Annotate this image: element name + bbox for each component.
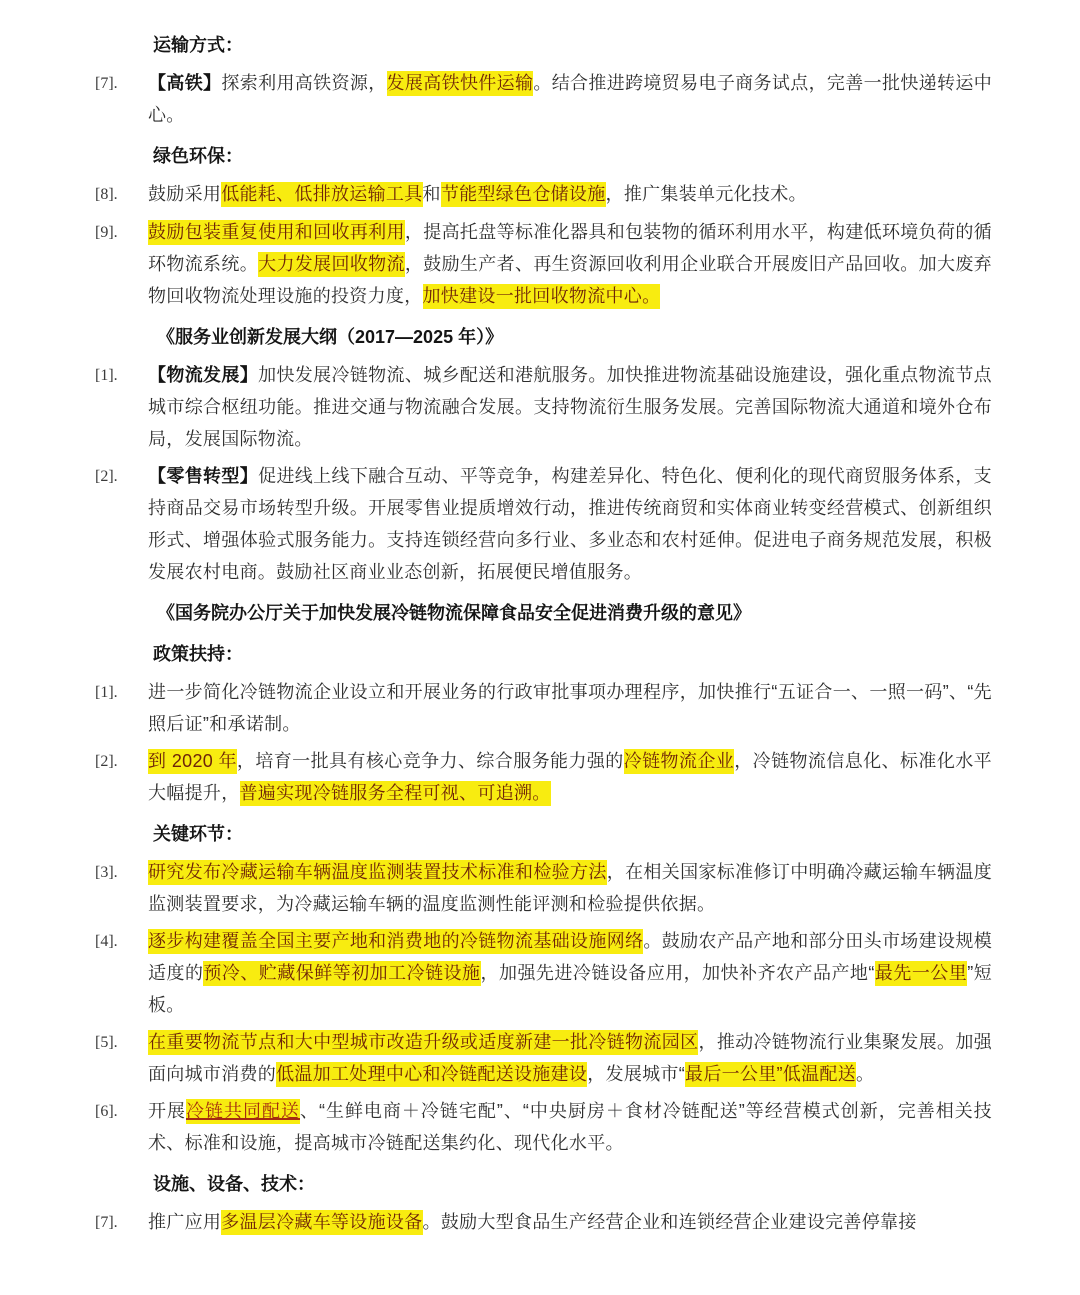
list-item bbox=[95, 216, 992, 312]
list-item bbox=[95, 359, 992, 455]
highlighted-text: 到 2020 年 bbox=[148, 749, 237, 774]
text-segment: 进一步简化冷链物流企业设立和开展业务的行政审批事项办理程序，加快推行“五证合一、一照一码”、“先照后证”和承诺制。 bbox=[148, 682, 992, 734]
highlighted-text: 节能型绿色仓储设施 bbox=[441, 182, 606, 207]
list-item bbox=[95, 676, 992, 740]
text-segment: 和 bbox=[422, 184, 441, 204]
item-text bbox=[148, 745, 992, 809]
highlighted-text: 低能耗、低排放运输工具 bbox=[221, 182, 422, 207]
document-title-service-industry-outline: 《服务业创新发展大纲（2017—2025 年）》 bbox=[157, 327, 504, 347]
text-segment: ，推广集装单元化技术。 bbox=[605, 184, 807, 204]
list-item bbox=[95, 67, 992, 131]
section-heading-facilities-equipment-technology: 设施、设备、技术： bbox=[153, 1174, 315, 1194]
item-text bbox=[148, 359, 992, 455]
item-text bbox=[148, 460, 992, 588]
highlighted-text: 大力发展回收物流 bbox=[258, 252, 405, 277]
item-text bbox=[148, 1026, 992, 1090]
item-number: [4]. bbox=[95, 933, 118, 950]
highlighted-text: 研究发布冷藏运输车辆温度监测装置技术标准和检验方法 bbox=[148, 860, 607, 885]
item-text bbox=[148, 1095, 992, 1159]
text-segment: ”短板。 bbox=[148, 963, 993, 1015]
item-text bbox=[148, 178, 992, 211]
text-segment: 推广应用 bbox=[148, 1212, 222, 1232]
section-heading-policy-support: 政策扶持： bbox=[153, 644, 243, 664]
item-text bbox=[148, 216, 992, 312]
list-item bbox=[95, 1095, 992, 1159]
text-segment: 。 bbox=[856, 1064, 875, 1084]
item-number: [5]. bbox=[95, 1034, 118, 1051]
list-item bbox=[95, 460, 992, 588]
text-segment: ，在相关国家标准修订中明确冷藏运输车辆温度监测装置要求，为冷藏运输车辆的温度监测性能评测和检验提供依据。 bbox=[148, 862, 992, 914]
highlighted-text: 冷链共同配送 bbox=[186, 1099, 300, 1124]
bold-lead-in: 【物流发展】 bbox=[148, 365, 259, 385]
highlighted-text: 加快建设一批回收物流中心。 bbox=[423, 284, 661, 309]
item-number: [1]. bbox=[95, 684, 118, 701]
text-segment: 探索利用高铁资源， bbox=[221, 73, 387, 93]
highlighted-text: 普遍实现冷链服务全程可视、可追溯。 bbox=[240, 781, 551, 806]
bold-lead-in: 【零售转型】 bbox=[148, 466, 259, 486]
text-segment: ，冷链物流信息化、标准化水平大幅提升， bbox=[148, 751, 992, 803]
item-number: [1]. bbox=[95, 367, 118, 384]
section-heading-green-environment: 绿色环保： bbox=[153, 146, 243, 166]
item-number: [2]. bbox=[95, 468, 118, 485]
item-number: [7]. bbox=[95, 75, 118, 92]
text-segment: 、“生鲜电商＋冷链宅配”、“中央厨房＋食材冷链配送”等经营模式创新，完善相关技术、标准和设施，提高城市冷链配送集约化、现代化水平。 bbox=[148, 1101, 992, 1153]
text-segment: 。结合推进跨境贸易电子商务试点，完善一批快递转运中心。 bbox=[148, 73, 993, 125]
text-segment: 开展 bbox=[148, 1101, 186, 1121]
highlighted-text: 在重要物流节点和大中型城市改造升级或适度新建一批冷链物流园区 bbox=[148, 1030, 698, 1055]
highlighted-text: 低温加工处理中心和冷链配送设施建设 bbox=[276, 1062, 587, 1087]
highlighted-text: 冷链物流企业 bbox=[624, 749, 735, 774]
highlighted-text: 逐步构建覆盖全国主要产地和消费地的冷链物流基础设施网络 bbox=[148, 929, 643, 954]
highlighted-text: 最后一公里”低温配送 bbox=[685, 1062, 856, 1087]
text-segment: ，鼓励生产者、再生资源回收利用企业联合开展废旧产品回收。加大废弃物回收物流处理设施的投资力度， bbox=[148, 254, 992, 306]
text-segment: ，推动冷链物流行业集聚发展。加强面向城市消费的 bbox=[148, 1032, 992, 1084]
item-text bbox=[148, 856, 992, 920]
text-segment: ，加强先进冷链设备应用，加快补齐农产品产地“ bbox=[480, 963, 875, 983]
item-text bbox=[148, 676, 992, 740]
text-segment: 。鼓励农产品产地和部分田头市场建设规模适度的 bbox=[148, 931, 992, 983]
document-title-cold-chain-opinion: 《国务院办公厅关于加快发展冷链物流保障食品安全促进消费升级的意见》 bbox=[157, 603, 751, 623]
section-heading-transport-mode: 运输方式： bbox=[153, 35, 243, 55]
highlighted-text: 鼓励包装重复使用和回收再利用 bbox=[148, 220, 405, 245]
item-text bbox=[148, 1206, 992, 1239]
item-number: [7]. bbox=[95, 1214, 118, 1231]
bold-lead-in: 【高铁】 bbox=[148, 73, 222, 93]
list-item bbox=[95, 178, 992, 211]
item-number: [9]. bbox=[95, 224, 118, 241]
item-text bbox=[148, 925, 992, 1021]
text-segment: ，提高托盘等标准化器具和包装物的循环利用水平，构建低环境负荷的循环物流系统。 bbox=[148, 222, 992, 274]
item-number: [3]. bbox=[95, 864, 118, 881]
item-number: [6]. bbox=[95, 1103, 118, 1120]
item-text bbox=[148, 67, 992, 131]
item-number: [2]. bbox=[95, 753, 118, 770]
list-item bbox=[95, 925, 992, 1021]
highlighted-text: 预冷、贮藏保鲜等初加工冷链设施 bbox=[203, 961, 480, 986]
text-segment: ，培育一批具有核心竞争力、综合服务能力强的 bbox=[236, 751, 624, 771]
highlighted-text: 发展高铁快件运输 bbox=[387, 71, 534, 96]
list-item bbox=[95, 856, 992, 920]
list-item bbox=[95, 1026, 992, 1090]
highlighted-text: 最先一公里 bbox=[875, 961, 968, 986]
text-segment: 。鼓励大型食品生产经营企业和连锁经营企业建设完善停靠接 bbox=[422, 1212, 917, 1232]
list-item bbox=[95, 745, 992, 809]
text-segment: ，发展城市“ bbox=[587, 1064, 686, 1084]
text-segment: 鼓励采用 bbox=[148, 184, 222, 204]
item-number: [8]. bbox=[95, 186, 118, 203]
section-heading-key-links: 关键环节： bbox=[153, 824, 243, 844]
list-item bbox=[95, 1206, 992, 1239]
text-segment: 促进线上线下融合互动、平等竞争，构建差异化、特色化、便利化的现代商贸服务体系，支持商品交易市场转型升级。开展零售业提质增效行动，推进传统商贸和实体商业转变经营模式、创新组织形式、增强体验式服务能力。支持连锁经营向多行业、多业态和农村延伸。促进电子商务规范发展，积极发展农村电商。鼓励社区商业业态创新，拓展便民增值服务。 bbox=[148, 466, 992, 582]
highlighted-text: 多温层冷藏车等设施设备 bbox=[221, 1210, 422, 1235]
text-segment: 加快发展冷链物流、城乡配送和港航服务。加快推进物流基础设施建设，强化重点物流节点城市综合枢纽功能。推进交通与物流融合发展。支持物流衍生服务发展。完善国际物流大通道和境外仓布局，发展国际物流。 bbox=[148, 365, 992, 449]
